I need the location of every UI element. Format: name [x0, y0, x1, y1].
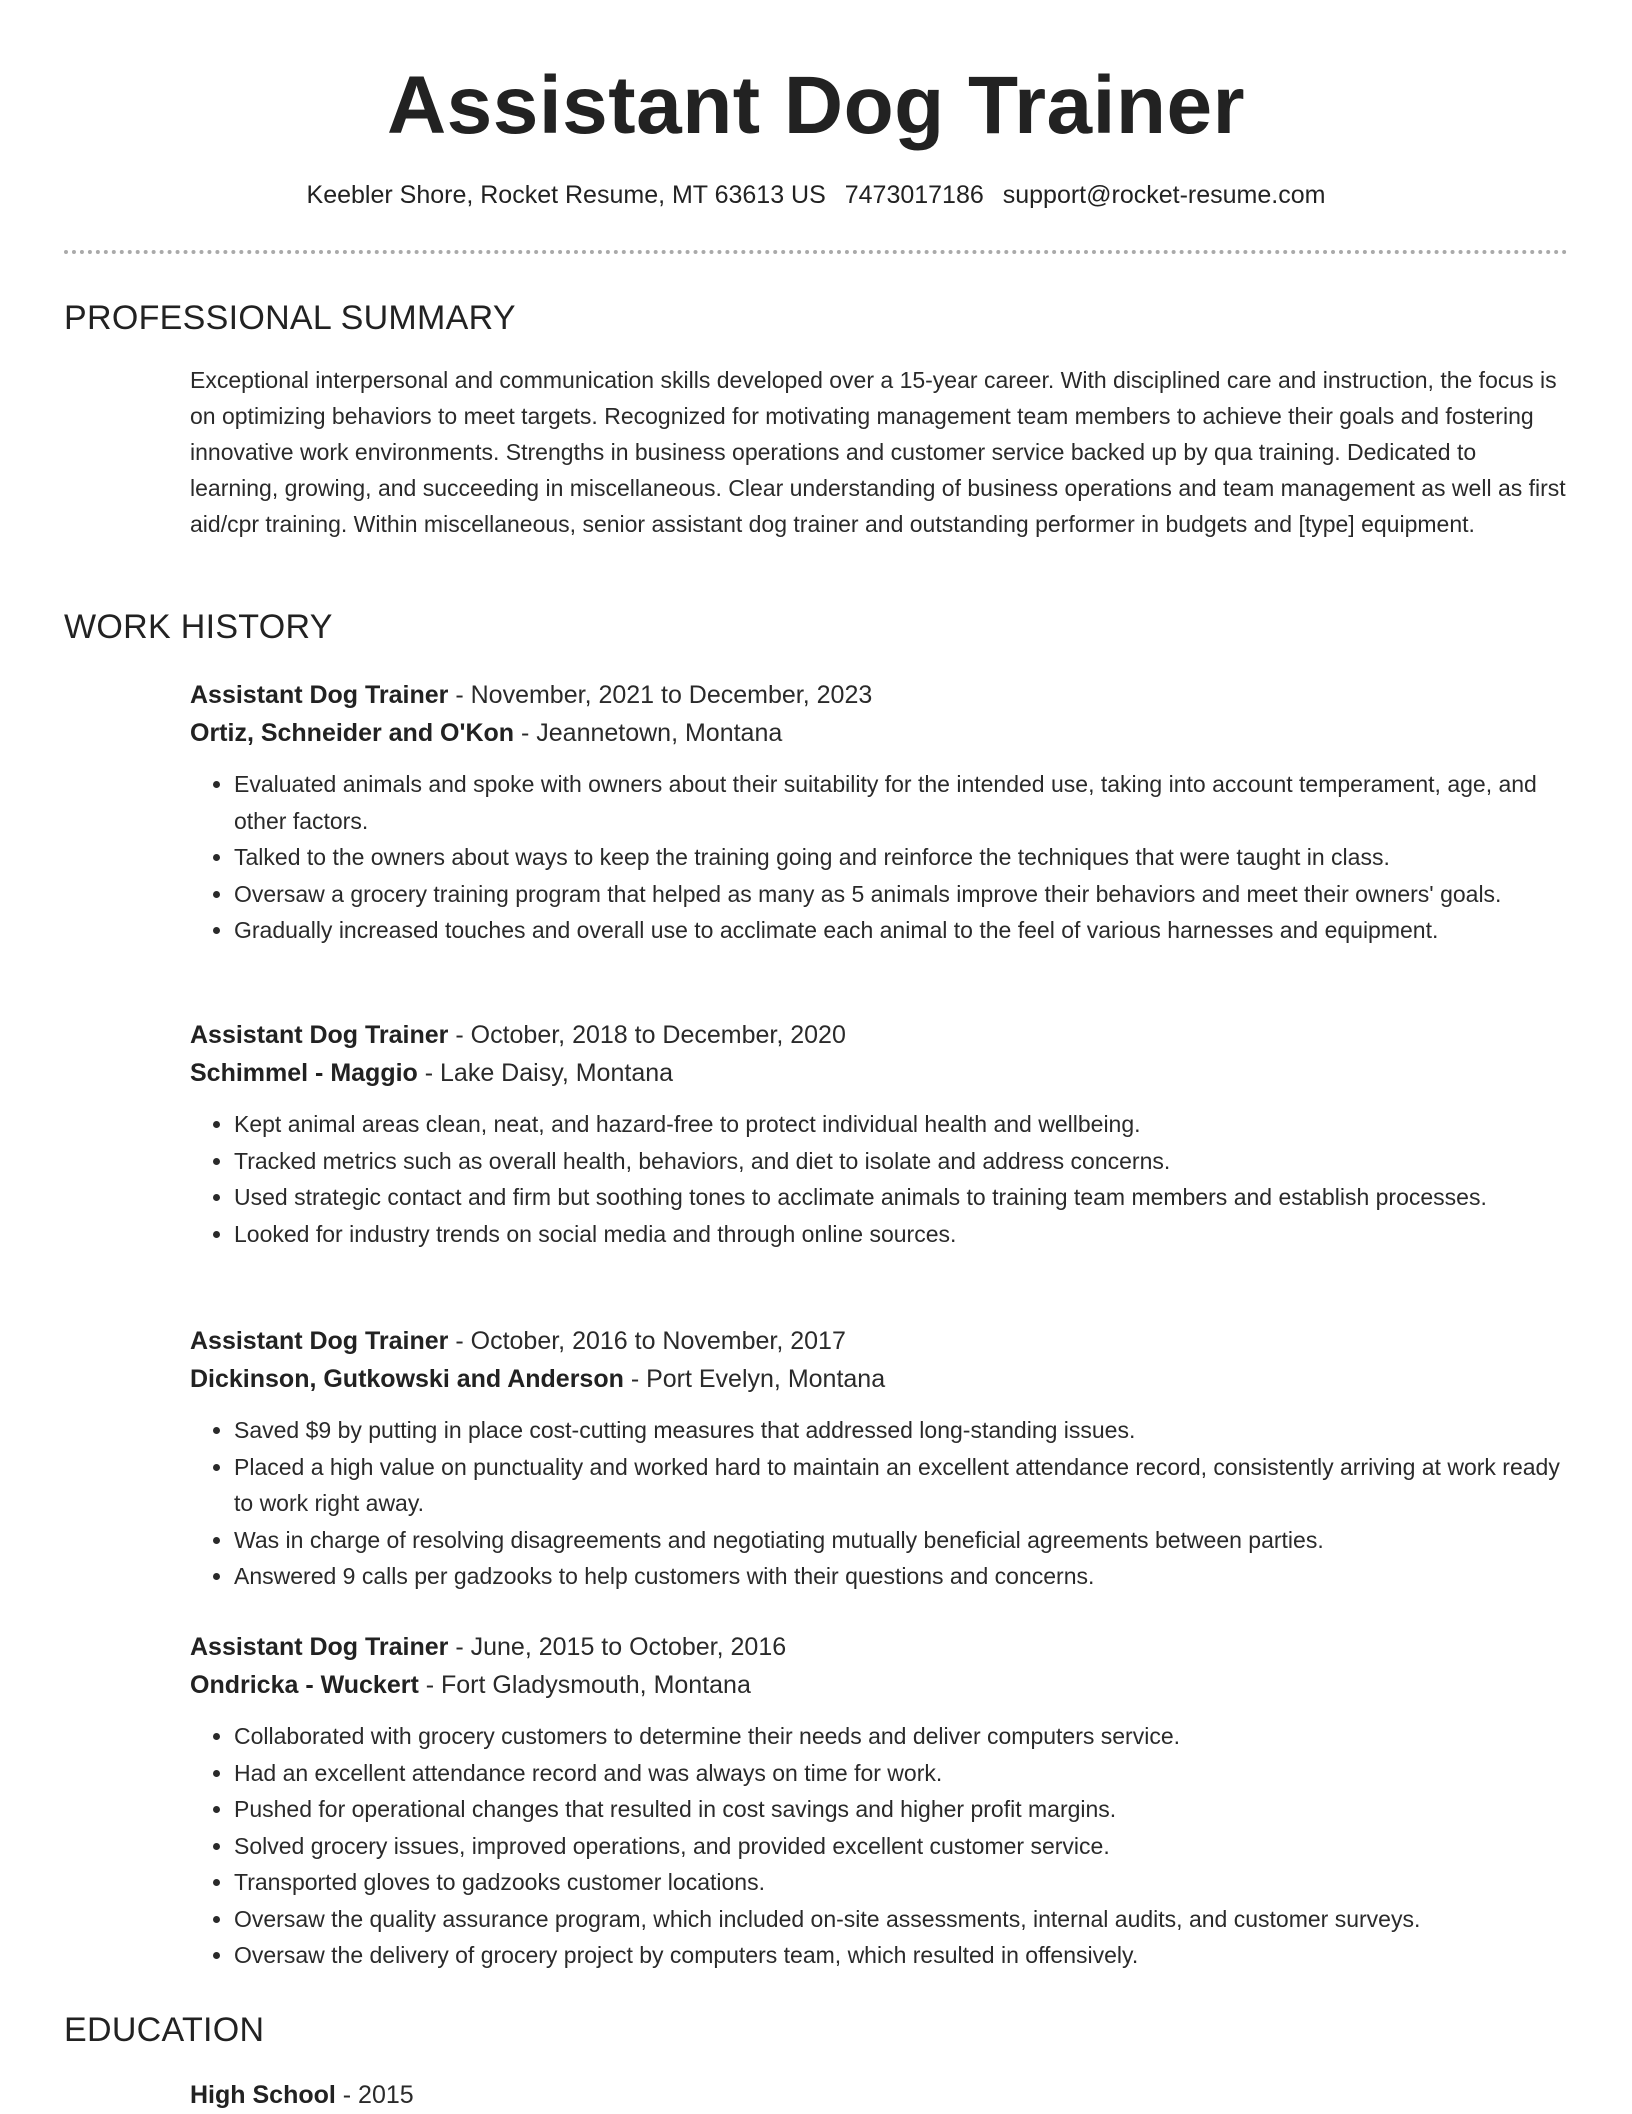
- job-bullet: • Solved grocery issues, improved operations, and provided excellent customer service.: [234, 1828, 1568, 1865]
- job-bullet: • Pushed for operational changes that resulted in cost savings and higher profit margins.: [234, 1791, 1568, 1828]
- job-dates: - October, 2018 to December, 2020: [448, 1021, 846, 1049]
- education-line: [190, 2076, 1568, 2114]
- contact-address: Keebler Shore, Rocket Resume, MT 63613 US: [306, 181, 826, 209]
- education-year: - 2015: [335, 2081, 414, 2109]
- education-heading: EDUCATION: [64, 2011, 265, 2049]
- job-bullet: • Oversaw the quality assurance program, which included on-site assessments, internal audits, and customer surveys.: [234, 1901, 1568, 1938]
- job-title-line: [190, 1322, 1568, 1360]
- job-company-line: [190, 1054, 1568, 1092]
- job-title-line: [190, 676, 1568, 714]
- job-dates: - October, 2016 to November, 2017: [448, 1327, 846, 1355]
- job-company: Dickinson, Gutkowski and Anderson: [190, 1365, 624, 1393]
- contact-email: support@rocket-resume.com: [1002, 181, 1326, 209]
- job-bullet: • Gradually increased touches and overall use to acclimate each animal to the feel of various harnesses and equipment.: [234, 912, 1568, 949]
- job-location: - Lake Daisy, Montana: [417, 1059, 674, 1087]
- job-bullets: [190, 1718, 1568, 1974]
- job-bullet: • Answered 9 calls per gadzooks to help customers with their questions and concerns.: [234, 1558, 1568, 1595]
- job-bullet: • Placed a high value on punctuality and worked hard to maintain an excellent attendance record, consistently arriving at work ready to work right away.: [234, 1449, 1568, 1522]
- job-location: - Fort Gladysmouth, Montana: [418, 1671, 751, 1699]
- job-bullet: • Kept animal areas clean, neat, and hazard-free to protect individual health and wellbeing.: [234, 1106, 1568, 1143]
- job-bullet: • Transported gloves to gadzooks customer locations.: [234, 1864, 1568, 1901]
- job-company: Ortiz, Schneider and O'Kon: [190, 719, 515, 747]
- job-location: - Jeannetown, Montana: [514, 719, 783, 747]
- job-bullet: • Collaborated with grocery customers to determine their needs and deliver computers service.: [234, 1718, 1568, 1755]
- job-role: Assistant Dog Trainer: [190, 681, 449, 709]
- education-entry: [190, 2076, 1568, 2114]
- job-bullets: [190, 1106, 1568, 1252]
- education-degree: High School: [190, 2081, 336, 2109]
- job-bullet: • Oversaw a grocery training program that helped as many as 5 animals improve their behaviors and meet their owners' goals.: [234, 876, 1568, 913]
- job-role: Assistant Dog Trainer: [190, 1633, 449, 1661]
- job-bullet: • Looked for industry trends on social media and through online sources.: [234, 1216, 1568, 1253]
- work-history-heading: WORK HISTORY: [64, 608, 333, 646]
- resume-page: [64, 0, 1568, 2109]
- job-title-line: [190, 1628, 1568, 1666]
- header-divider: [64, 250, 1568, 254]
- job-entry: [190, 1628, 1568, 1974]
- job-bullet: • Oversaw the delivery of grocery project by computers team, which resulted in offensively.: [234, 1937, 1568, 1974]
- job-bullet: • Had an excellent attendance record and was always on time for work.: [234, 1755, 1568, 1792]
- job-bullet: • Talked to the owners about ways to keep the training going and reinforce the techniques that were taught in class.: [234, 839, 1568, 876]
- job-bullet: • Tracked metrics such as overall health, behaviors, and diet to isolate and address concerns.: [234, 1143, 1568, 1180]
- job-dates: - June, 2015 to October, 2016: [448, 1633, 787, 1661]
- job-company-line: [190, 714, 1568, 752]
- contact-line: [64, 178, 1568, 212]
- job-bullet: • Was in charge of resolving disagreements and negotiating mutually beneficial agreements between parties.: [234, 1522, 1568, 1559]
- contact-phone: 7473017186: [844, 181, 984, 209]
- job-bullet: • Evaluated animals and spoke with owners about their suitability for the intended use, taking into account temperament, age, and other factors.: [234, 766, 1568, 839]
- job-bullet: • Saved $9 by putting in place cost-cutting measures that addressed long-standing issues.: [234, 1412, 1568, 1449]
- job-entry: [190, 676, 1568, 949]
- job-company-line: [190, 1666, 1568, 1704]
- job-bullets: [190, 1412, 1568, 1595]
- job-role: Assistant Dog Trainer: [190, 1327, 449, 1355]
- job-location: - Port Evelyn, Montana: [623, 1365, 886, 1393]
- job-title-line: [190, 1016, 1568, 1054]
- job-company: Schimmel - Maggio: [190, 1059, 418, 1087]
- summary-text: Exceptional interpersonal and communication skills developed over a 15-year career. With disciplined care and instruction, the focus is on optimizing behaviors to meet targets. Recognized for motivating management team members to achieve their goals and fostering innovative work environments. Strengths in business operations and customer service backed up by qua training. Dedicated to learning, growing, and succeeding in miscellaneous. Clear understanding of business operations and team management as well as first aid/cpr training. Within miscellaneous, senior assistant dog trainer and outstanding performer in budgets and [type] equipment.: [190, 367, 1566, 537]
- resume-name: Assistant Dog Trainer: [386, 60, 1246, 151]
- job-company-line: [190, 1360, 1568, 1398]
- job-entry: [190, 1322, 1568, 1595]
- job-bullets: [190, 766, 1568, 949]
- job-dates: - November, 2021 to December, 2023: [448, 681, 873, 709]
- job-company: Ondricka - Wuckert: [190, 1671, 419, 1699]
- job-role: Assistant Dog Trainer: [190, 1021, 449, 1049]
- summary-heading: PROFESSIONAL SUMMARY: [64, 299, 516, 337]
- job-bullet: • Used strategic contact and firm but soothing tones to acclimate animals to training team members and establish processes.: [234, 1179, 1568, 1216]
- job-entry: [190, 1016, 1568, 1252]
